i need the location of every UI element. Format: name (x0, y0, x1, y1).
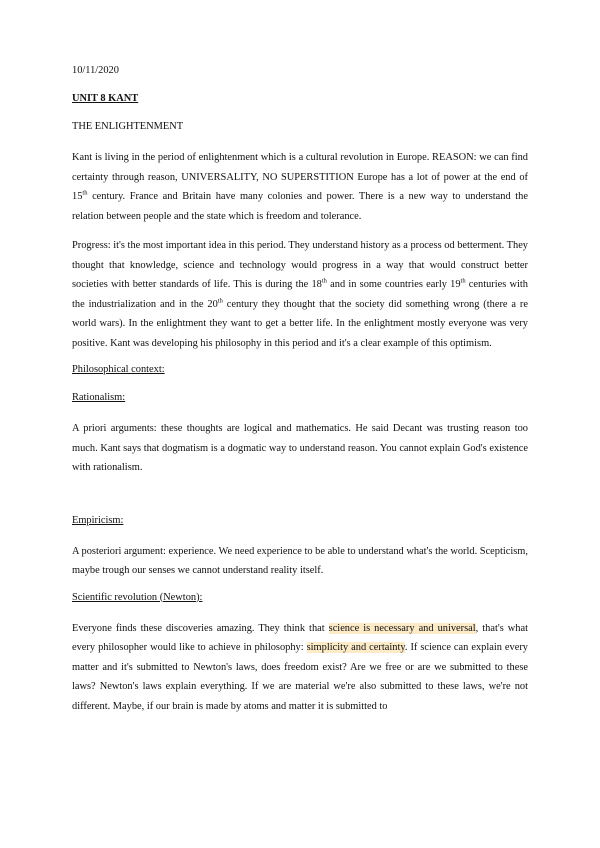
philosophical-context-heading: Philosophical context: (72, 364, 165, 375)
scientific-revolution-text: Everyone finds these discoveries amazing. They think that science is necessary and universal, that's what every philosopher would like to achieve in philosophy: simplicity and certainty. If science can explain every matter and it's submitted to Newton's laws, does freedom exist? Are we free or are we submitted to these laws? Newton's laws explain everything. If we are material we're also submitted to these laws, we're not different. Maybe, if our brain is made by atoms and matter it is submitted to (72, 622, 529, 712)
rationalism-text: A priori arguments: these thoughts are logical and mathematics. He said Decant was trusting reason too much. Kant says that dogmatism is a dogmatic way to understand reason. You cannot explain God's existence with rationalism. (72, 423, 528, 473)
document-page (72, 64, 528, 726)
paragraph-progress: Progress: it's the most important idea in this period. They understand history as a process od betterment. They thought that knowledge, science and technology would progress in a way that would construct better societies with better standards of life. This is during the 18th and in some countries early 19th centuries with the industrialization and in the 20th century they thought that the society did something wrong (there a re world wars). In the enlightment they want to get a better life. In the enlightment mostly everyone was very positive. Kant was developing his philosophy in this period and it's a clear example of this optimism. (72, 240, 528, 349)
rationalism-heading: Rationalism: (72, 392, 126, 403)
scientific-revolution-heading: Scientific revolution (Newton): (72, 591, 203, 603)
date: 10/11/2020 (72, 65, 119, 76)
blank-space (72, 488, 528, 514)
section-title: THE ENLIGHTENMENT (72, 121, 184, 132)
highlight-simplicity: simplicity and certainty (306, 642, 405, 653)
highlight-science: science is necessary and universal (328, 622, 476, 634)
empiricism-text: A posteriori argument: experience. We need experience to be able to understand what's the world. Scepticism, maybe trough our senses we cannot understand reality itself. (72, 545, 528, 576)
empiricism-heading: Empiricism: (72, 514, 124, 526)
unit-title: UNIT 8 KANT (72, 93, 139, 104)
paragraph-enlightenment: Kant is living in the period of enlightenment which is a cultural revolution in Europe. REASON: we can find certainty through reason, UNIVERSALITY, NO SUPERSTITION Europe has a lot of power at the end of 15th century. France and Britain have many colonies and power. There is a new way to understand the relation between people and the state which is freedom and tolerance. (72, 152, 528, 222)
